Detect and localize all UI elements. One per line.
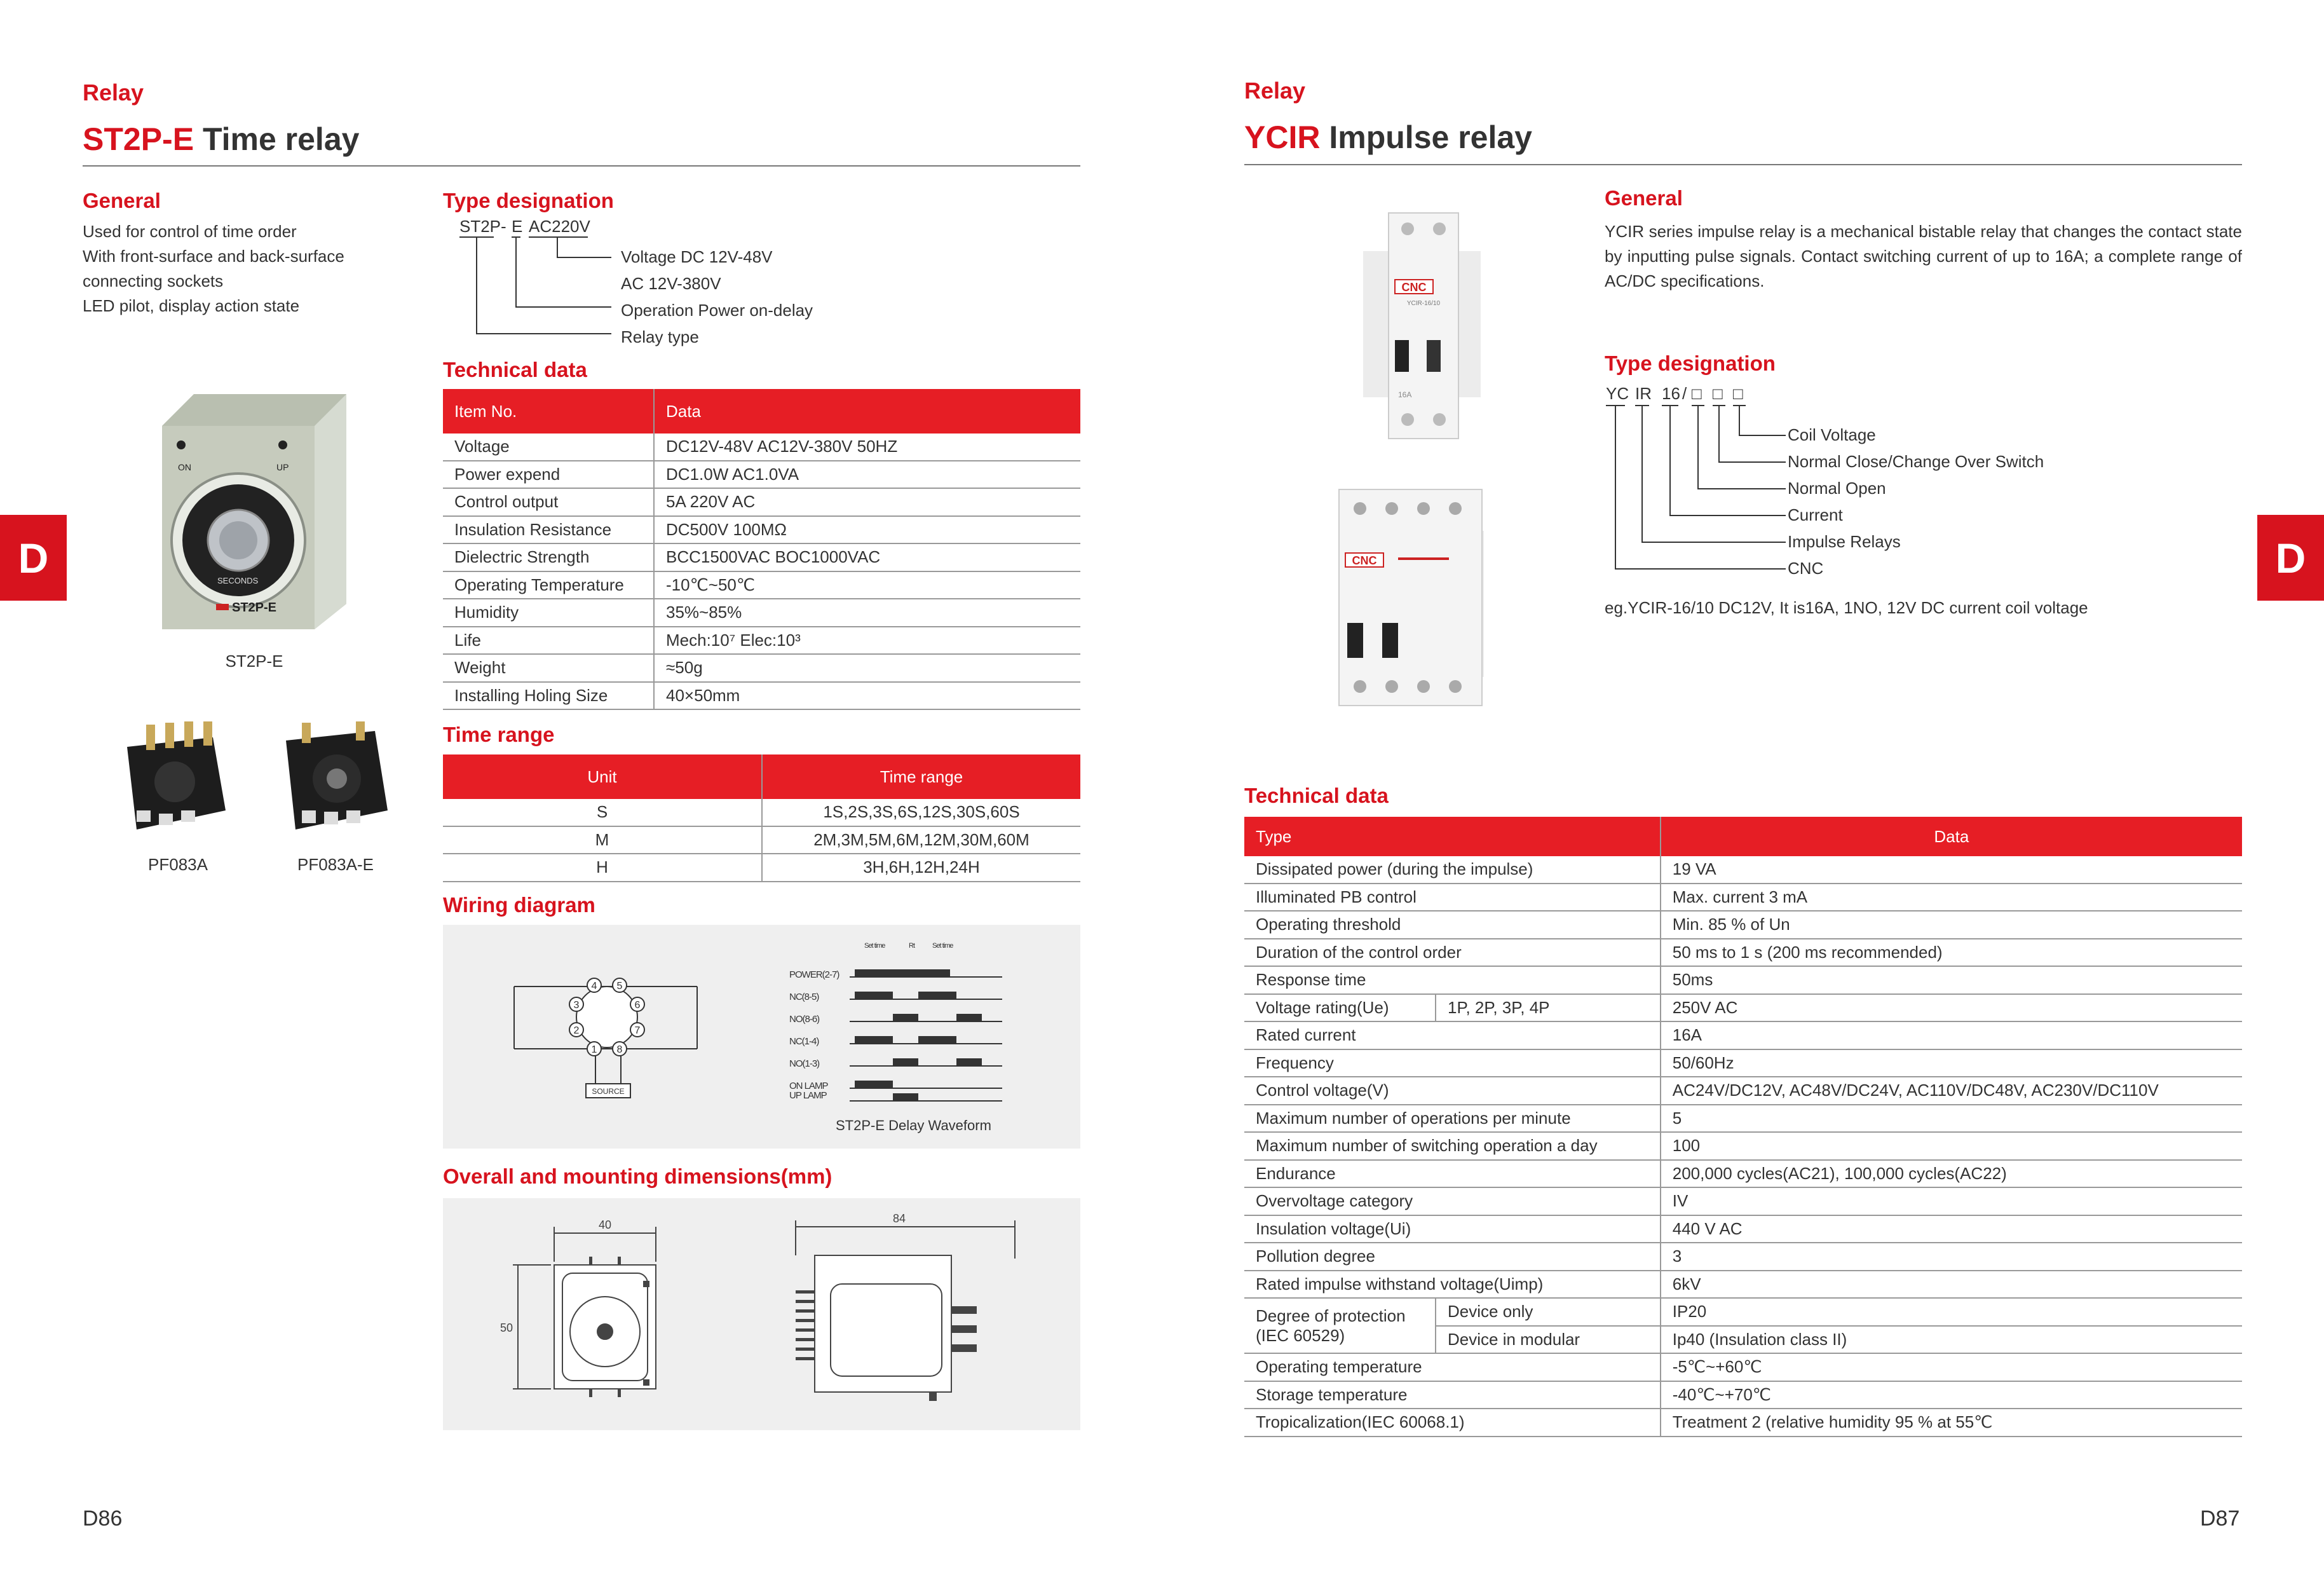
table-cell: 50 ms to 1 s (200 ms recommended) [1661, 939, 2242, 967]
dimensions-drawing [443, 1198, 1080, 1430]
pin-label: 4 [591, 981, 597, 992]
table-cell: Voltage rating(Ue) [1244, 994, 1436, 1022]
code-part: ST2P [459, 217, 501, 236]
table-row [1244, 939, 2242, 967]
table-cell: Pollution degree [1244, 1243, 1661, 1271]
typedes-label: Current [1788, 505, 1843, 524]
left-page-title [83, 121, 359, 158]
table-cell: Dielectric Strength [443, 543, 654, 571]
right-category: Relay [1244, 78, 1306, 104]
table-row [443, 826, 1080, 854]
left-category: Relay [83, 79, 144, 106]
table-cell: Response time [1244, 966, 1661, 994]
source-label: SOURCE [592, 1087, 625, 1096]
typedes-label: Voltage DC 12V-48V [621, 247, 773, 266]
general-line: Used for control of time order [83, 222, 297, 241]
typedes-label: AC 12V-380V [621, 274, 721, 293]
typedes-label: Normal Open [1788, 479, 1886, 498]
table-cell: Rated current [1244, 1021, 1661, 1049]
table-row [1244, 1132, 2242, 1160]
pin-label: 7 [634, 1025, 641, 1036]
table-row [443, 654, 1080, 682]
table-cell: 50ms [1661, 966, 2242, 994]
table-row [1244, 884, 2242, 911]
table-row [1244, 966, 2242, 994]
pin-label: 1 [591, 1044, 597, 1055]
table-cell: Tropicalization(IEC 60068.1) [1244, 1409, 1661, 1437]
left-title-rule [83, 165, 1080, 167]
typedes-label: CNC [1788, 559, 1824, 578]
right-title-code: YCIR [1244, 119, 1321, 155]
table-cell: 440 V AC [1661, 1215, 2242, 1243]
table-row [443, 854, 1080, 882]
table-cell: Frequency [1244, 1049, 1661, 1077]
table-header: Unit [443, 754, 762, 799]
right-general-text: YCIR series impulse relay is a mechanical bistable relay that changes the contact state by inputting pulse signals. Contact switching current of up to 16A; a complete range of AC/DC specifications. [1605, 222, 2242, 290]
table-cell: Treatment 2 (relative humidity 95 % at 55℃ [1661, 1409, 2242, 1437]
right-general-heading: General [1605, 186, 1683, 210]
signal-label: POWER(2-7) [789, 969, 839, 980]
signal-label: ON LAMP [789, 1081, 828, 1091]
wiring-heading: Wiring diagram [443, 893, 595, 917]
table-cell: -40℃~+70℃ [1661, 1381, 2242, 1409]
left-title-code: ST2P-E [83, 121, 194, 157]
timing-label: Set time [932, 942, 953, 950]
ycir-4p-image [1331, 486, 1497, 709]
device-brand: CNC [1352, 554, 1377, 567]
table-cell: Insulation voltage(Ui) [1244, 1215, 1661, 1243]
right-title-rule [1244, 164, 2242, 165]
left-typedes-heading: Type designation [443, 189, 614, 212]
table-cell: M [443, 826, 762, 854]
dim-front-width: 40 [598, 1219, 612, 1231]
table-cell: 200,000 cycles(AC21), 100,000 cycles(AC22) [1661, 1160, 2242, 1188]
typedes-label: Impulse Relays [1788, 532, 1901, 551]
table-header: Time range [762, 754, 1080, 799]
left-page-number: D86 [83, 1506, 123, 1531]
table-header: Data [654, 389, 1080, 434]
table-cell: H [443, 854, 762, 882]
dim-side-width: 84 [892, 1212, 906, 1225]
table-cell: S [443, 799, 762, 826]
table-row [1244, 1021, 2242, 1049]
table-row [1244, 1271, 2242, 1299]
right-title-rest: Impulse relay [1329, 119, 1532, 155]
device-model-marking: YCIR-16/10 [1406, 300, 1441, 307]
table-row [1244, 911, 2242, 939]
table-row [1244, 1160, 2242, 1188]
table-row [443, 799, 1080, 826]
table-row [443, 488, 1080, 516]
general-line: connecting sockets [83, 271, 224, 290]
relay-face-up: UP [276, 462, 289, 472]
table-row [1244, 1243, 2242, 1271]
table-cell: Installing Holing Size [443, 682, 654, 710]
time-range-table [443, 754, 1080, 882]
table-row [1244, 1409, 2242, 1437]
pf083a-e-socket-image [276, 721, 394, 839]
typedes-example: eg.YCIR-16/10 DC12V, It is16A, 1NO, 12V DC current coil voltage [1605, 598, 2088, 617]
table-cell: 6kV [1661, 1271, 2242, 1299]
table-row [443, 571, 1080, 599]
table-cell: 5A 220V AC [654, 488, 1080, 516]
table-header: Data [1661, 817, 2242, 856]
left-typedes-diagram [443, 213, 888, 350]
table-cell: 1P, 2P, 3P, 4P [1436, 994, 1661, 1022]
table-cell: Operating Temperature [443, 571, 654, 599]
left-title-rest: Time relay [202, 121, 360, 157]
table-cell: Device only [1436, 1298, 1661, 1326]
signal-label: UP LAMP [789, 1090, 827, 1101]
table-cell: Device in modular [1436, 1326, 1661, 1354]
table-cell: 250V AC [1661, 994, 2242, 1022]
typedes-bracket-lines-right [1605, 381, 1795, 578]
table-cell: AC24V/DC12V, AC48V/DC24V, AC110V/DC48V, AC230V/DC110V [1661, 1077, 2242, 1105]
typedes-label: Operation Power on-delay [621, 301, 813, 320]
table-row [1244, 1049, 2242, 1077]
table-cell: 19 VA [1661, 856, 2242, 884]
typedes-label: Normal Close/Change Over Switch [1788, 452, 2044, 471]
table-cell: Maximum number of operations per minute [1244, 1105, 1661, 1133]
dim-front-height: 50 [499, 1321, 513, 1334]
table-cell: -10℃~50℃ [654, 571, 1080, 599]
table-cell: DC500V 100MΩ [654, 516, 1080, 544]
table-cell: Overvoltage category [1244, 1187, 1661, 1215]
table-cell: 16A [1661, 1021, 2242, 1049]
pin-label: 3 [573, 1000, 580, 1011]
wiring-schematic [443, 925, 1080, 1149]
right-typedes-diagram [1605, 381, 2177, 578]
table-row [443, 599, 1080, 627]
code-part: E [512, 217, 523, 236]
table-cell: Maximum number of switching operation a day [1244, 1132, 1661, 1160]
wiring-diagram-panel [443, 925, 1080, 1149]
section-tab-left: D [0, 515, 67, 601]
relay-face-on: ON [178, 462, 191, 472]
section-tab-right: D [2257, 515, 2324, 601]
table-cell: Dissipated power (during the impulse) [1244, 856, 1661, 884]
table-row [1244, 994, 2242, 1022]
code-part: - [501, 217, 506, 236]
timing-label: Set time [864, 942, 885, 950]
device-rating-marking: 16A [1398, 390, 1412, 399]
protection-label-line: Degree of protection [1256, 1306, 1406, 1325]
dimensions-panel [443, 1198, 1080, 1430]
table-row [1244, 1105, 2242, 1133]
code-part: IR [1635, 384, 1652, 403]
table-cell: Power expend [443, 461, 654, 489]
right-technical-heading: Technical data [1244, 784, 1389, 807]
table-cell: Humidity [443, 599, 654, 627]
table-row [443, 434, 1080, 461]
table-cell: Weight [443, 654, 654, 682]
table-cell: 1S,2S,3S,6S,12S,30S,60S [762, 799, 1080, 826]
table-cell: Operating temperature [1244, 1353, 1661, 1381]
right-technical-table [1244, 817, 2242, 1437]
protection-label-line: (IEC 60529) [1256, 1325, 1345, 1345]
pf083a-caption: PF083A [148, 855, 208, 874]
relay-face-seconds: SECONDS [217, 576, 259, 585]
code-part: □ [1692, 384, 1702, 403]
table-cell: Endurance [1244, 1160, 1661, 1188]
st2p-e-caption: ST2P-E [225, 652, 283, 671]
table-cell: -5℃~+60℃ [1661, 1353, 2242, 1381]
table-header: Type [1244, 817, 1661, 856]
table-cell: Life [443, 627, 654, 655]
dimensions-heading: Overall and mounting dimensions(mm) [443, 1164, 832, 1188]
table-row [1244, 1381, 2242, 1409]
table-cell: Illuminated PB control [1244, 884, 1661, 911]
table-cell: 2M,3M,5M,6M,12M,30M,60M [762, 826, 1080, 854]
left-general-text [83, 219, 413, 318]
typedes-label: Relay type [621, 327, 699, 346]
table-row [443, 516, 1080, 544]
table-row [1244, 1187, 2242, 1215]
left-general-heading: General [83, 189, 161, 212]
table-cell: ≈50g [654, 654, 1080, 682]
table-cell: Storage temperature [1244, 1381, 1661, 1409]
pin-label: 8 [616, 1044, 623, 1055]
table-cell: BCC1500VAC BOC1000VAC [654, 543, 1080, 571]
typedes-label: Coil Voltage [1788, 425, 1876, 444]
table-cell: 100 [1661, 1132, 2242, 1160]
table-cell: Ip40 (Insulation class II) [1661, 1326, 2242, 1354]
table-cell: 50/60Hz [1661, 1049, 2242, 1077]
relay-face-brand: ST2P-E [232, 601, 277, 615]
table-cell: Max. current 3 mA [1661, 884, 2242, 911]
table-cell: Control output [443, 488, 654, 516]
st2p-e-relay-image [156, 388, 359, 632]
table-cell: IV [1661, 1187, 2242, 1215]
table-row [1244, 1215, 2242, 1243]
table-cell: Rated impulse withstand voltage(Uimp) [1244, 1271, 1661, 1299]
pin-label: 2 [573, 1025, 580, 1036]
code-part: □ [1733, 384, 1743, 403]
table-row [443, 543, 1080, 571]
signal-label: NO(1-3) [789, 1058, 820, 1069]
ycir-2p-image [1360, 207, 1487, 445]
signal-label: NC(1-4) [789, 1036, 819, 1047]
table-cell: 40×50mm [654, 682, 1080, 710]
table-cell: Control voltage(V) [1244, 1077, 1661, 1105]
table-cell: Min. 85 % of Un [1661, 911, 2242, 939]
right-page-title [1244, 119, 1532, 156]
timing-label: Rt [909, 942, 914, 950]
table-cell: 3H,6H,12H,24H [762, 854, 1080, 882]
device-brand: CNC [1401, 281, 1427, 294]
table-cell: DC1.0W AC1.0VA [654, 461, 1080, 489]
right-typedes-heading: Type designation [1605, 352, 1776, 375]
table-row [1244, 1077, 2242, 1105]
signal-label: NC(8-5) [789, 992, 819, 1002]
right-page-number: D87 [2200, 1506, 2240, 1531]
protection-label-cell [1244, 1298, 1436, 1353]
table-cell: Mech:10⁷ Elec:10³ [654, 627, 1080, 655]
code-part: □ [1713, 384, 1723, 403]
table-cell: DC12V-48V AC12V-380V 50HZ [654, 434, 1080, 461]
waveform-caption: ST2P-E Delay Waveform [836, 1117, 991, 1133]
pf083a-socket-image [118, 721, 232, 839]
code-part: YC [1606, 384, 1629, 403]
pin-label: 5 [616, 981, 623, 992]
general-line: LED pilot, display action state [83, 296, 300, 315]
table-cell: Duration of the control order [1244, 939, 1661, 967]
pf083a-e-caption: PF083A-E [297, 855, 374, 874]
table-cell: Voltage [443, 434, 654, 461]
code-part: 16 [1662, 384, 1680, 403]
pin-label: 6 [634, 1000, 641, 1011]
table-cell: 5 [1661, 1105, 2242, 1133]
time-range-heading: Time range [443, 723, 555, 746]
table-cell: 3 [1661, 1243, 2242, 1271]
left-technical-table [443, 389, 1080, 710]
table-cell: IP20 [1661, 1298, 2242, 1326]
table-row [1244, 1298, 2242, 1326]
general-line: With front-surface and back-surface [83, 247, 344, 266]
table-row [1244, 1353, 2242, 1381]
table-row [1244, 856, 2242, 884]
table-header: Item No. [443, 389, 654, 434]
signal-label: NO(8-6) [789, 1014, 820, 1025]
table-cell: 35%~85% [654, 599, 1080, 627]
table-row [443, 682, 1080, 710]
table-cell: Insulation Resistance [443, 516, 654, 544]
table-row [443, 627, 1080, 655]
table-row [443, 461, 1080, 489]
left-technical-heading: Technical data [443, 358, 587, 381]
code-part: / [1682, 384, 1687, 403]
table-cell: Operating threshold [1244, 911, 1661, 939]
code-part: AC220V [529, 217, 590, 236]
